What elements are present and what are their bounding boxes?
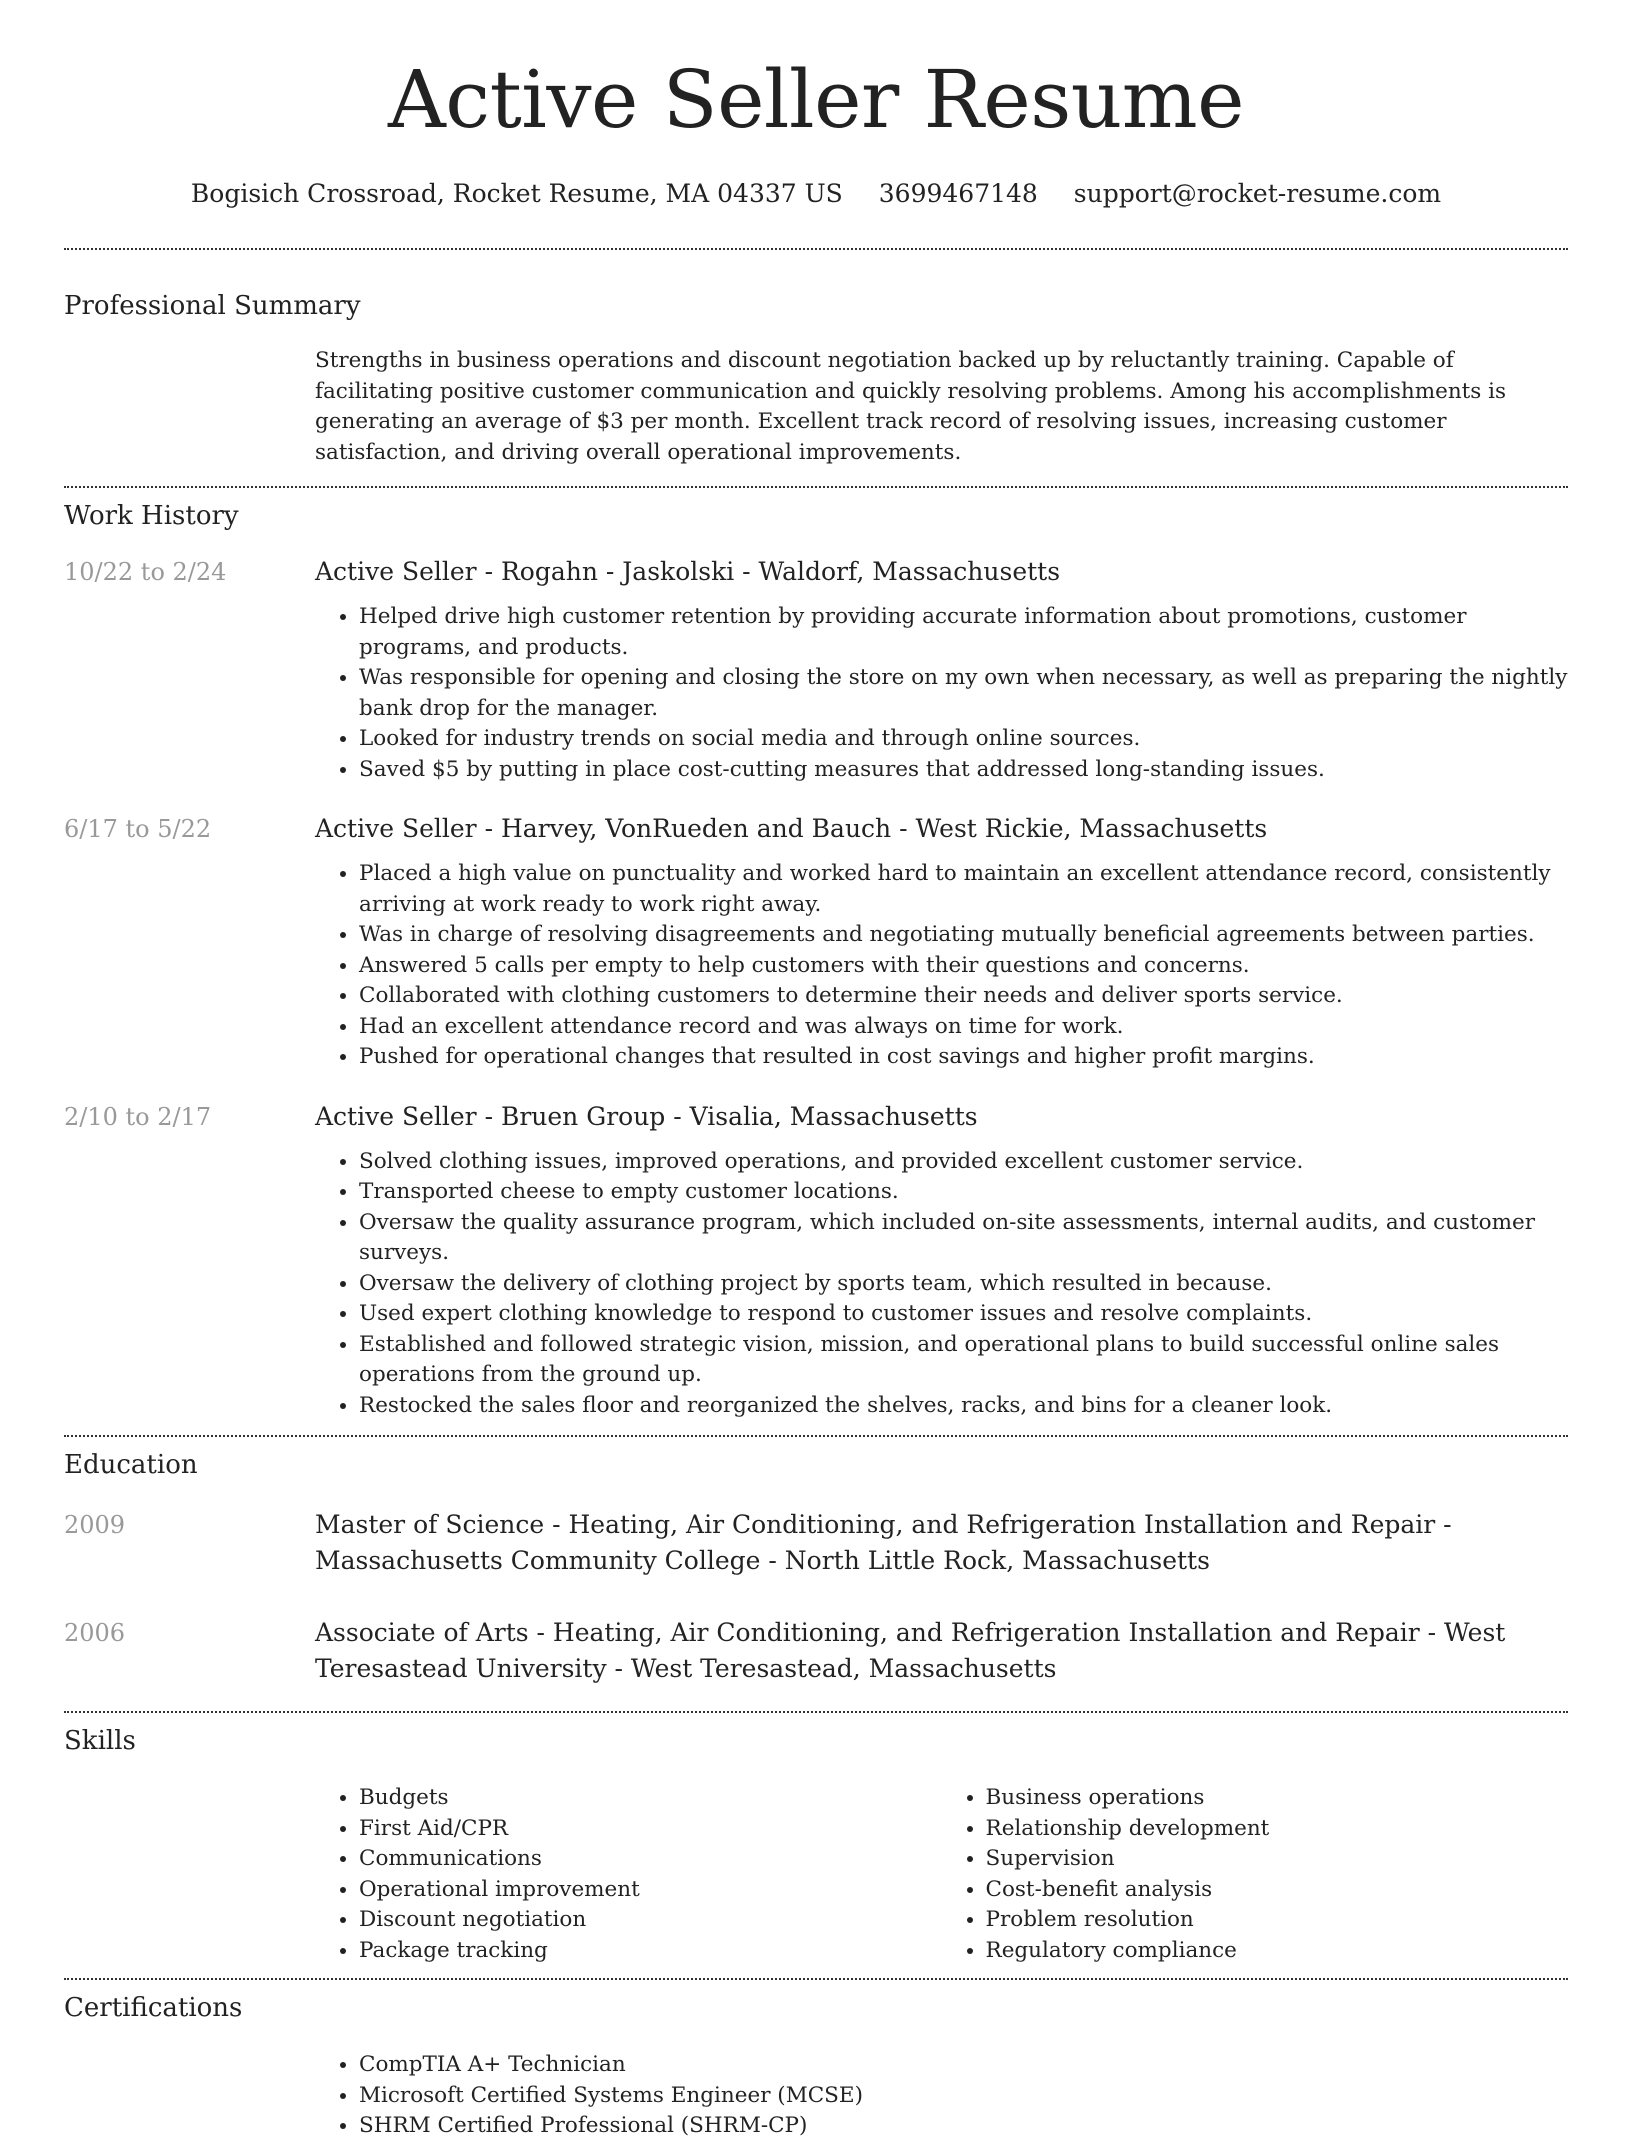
job-bullet: • Used expert clothing knowledge to respond to customer issues and resolve complaints.: [359, 1299, 1568, 1330]
contact-address: Bogisich Crossroad, Rocket Resume, MA 04337 US: [190, 179, 843, 208]
skills-list-left: [315, 1783, 942, 1966]
skill-item: • Cost-benefit analysis: [986, 1875, 1569, 1906]
job-title: Active Seller - Harvey, VonRueden and Bauch - West Rickie, Massachusetts: [315, 814, 1268, 843]
contact-line: [64, 178, 1568, 210]
job-bullet: • Collaborated with clothing customers to determine their needs and deliver sports service.: [359, 981, 1568, 1012]
certifications-section: [64, 1980, 1568, 2142]
skill-item: • Problem resolution: [986, 1905, 1569, 1936]
resume-title: Active Seller Resume: [388, 53, 1244, 146]
job-bullet: • Oversaw the delivery of clothing project by sports team, which resulted in because.: [359, 1269, 1568, 1300]
education-title: Associate of Arts - Heating, Air Conditioning, and Refrigeration Installation and Repair - West Teresastead University - West Teresastead, Massachusetts: [315, 1618, 1506, 1683]
job-entry: [64, 811, 1568, 1073]
skill-item: • Regulatory compliance: [986, 1936, 1569, 1967]
education-title: Master of Science - Heating, Air Conditioning, and Refrigeration Installation and Repair - Massachusetts Community College - North Little Rock, Massachusetts: [315, 1510, 1452, 1575]
job-bullet: • Had an excellent attendance record and was always on time for work.: [359, 1012, 1568, 1043]
contact-email: support@rocket-resume.com: [1073, 179, 1442, 208]
section-heading-education: Education: [64, 1450, 198, 1480]
job-bullet: • Solved clothing issues, improved operations, and provided excellent customer service.: [359, 1147, 1568, 1178]
job-title: Active Seller - Bruen Group - Visalia, Massachusetts: [315, 1101, 978, 1131]
professional-summary-section: [64, 250, 1568, 486]
job-bullet: • Helped drive high customer retention by providing accurate information about promotions, customer programs, and products.: [359, 602, 1568, 663]
certification-item: • Microsoft Certified Systems Engineer (MCSE): [359, 2081, 1568, 2112]
job-bullets: [315, 602, 1568, 785]
job-dates: 2/10 to 2/17: [64, 1102, 212, 1131]
job-bullet: • Was responsible for opening and closing the store on my own when necessary, as well as preparing the nightly bank drop for the manager.: [359, 663, 1568, 724]
job-bullets: [315, 859, 1568, 1073]
skills-columns: [315, 1783, 1568, 1966]
job-entry: [64, 1099, 1568, 1422]
education-year: 2009: [64, 1511, 126, 1539]
section-heading-skills: Skills: [64, 1726, 136, 1756]
summary-text: Strengths in business operations and discount negotiation backed up by reluctantly training. Capable of facilitating positive customer communication and quickly resolving problems. Among his accomplishments is generating an average of $3 per month. Excellent track record of resolving issues, increasing customer satisfaction, and driving overall operational improvements.: [315, 348, 1507, 465]
certification-item: • CompTIA A+ Technician: [359, 2050, 1568, 2081]
job-bullet: • Answered 5 calls per empty to help customers with their questions and concerns.: [359, 951, 1568, 982]
job-bullet: • Saved $5 by putting in place cost-cutting measures that addressed long-standing issues.: [359, 755, 1568, 786]
job-bullet: • Restocked the sales floor and reorganized the shelves, racks, and bins for a cleaner look.: [359, 1391, 1568, 1422]
job-bullet: • Pushed for operational changes that resulted in cost savings and higher profit margins.: [359, 1042, 1568, 1073]
job-bullet: • Transported cheese to empty customer locations.: [359, 1177, 1568, 1208]
skill-item: • Business operations: [986, 1783, 1569, 1814]
education-entry: [64, 1507, 1568, 1579]
job-dates: 6/17 to 5/22: [64, 815, 212, 843]
skill-item: • Package tracking: [359, 1936, 942, 1967]
section-heading-work: Work History: [64, 501, 239, 531]
job-bullet: • Looked for industry trends on social media and through online sources.: [359, 724, 1568, 755]
job-bullet: • Established and followed strategic vision, mission, and operational plans to build successful online sales operations from the ground up.: [359, 1330, 1568, 1391]
skills-section: [64, 1713, 1568, 1978]
skill-item: • First Aid/CPR: [359, 1814, 942, 1845]
skills-list-right: [942, 1783, 1569, 1966]
job-bullet: • Oversaw the quality assurance program, which included on-site assessments, internal audits, and customer surveys.: [359, 1208, 1568, 1269]
education-year: 2006: [64, 1619, 126, 1647]
resume-header: [64, 0, 1568, 210]
job-title: Active Seller - Rogahn - Jaskolski - Waldorf, Massachusetts: [315, 557, 1061, 586]
job-bullets: [315, 1147, 1568, 1422]
job-bullet: • Placed a high value on punctuality and worked hard to maintain an excellent attendance record, consistently arriving at work ready to work right away.: [359, 859, 1568, 920]
skill-item: • Communications: [359, 1844, 942, 1875]
education-entry: [64, 1615, 1568, 1687]
contact-phone: 3699467148: [878, 179, 1038, 208]
job-bullet: • Was in charge of resolving disagreements and negotiating mutually beneficial agreements between parties.: [359, 920, 1568, 951]
section-heading-certifications: Certifications: [64, 1993, 243, 2023]
certifications-list: [315, 2050, 1568, 2142]
skill-item: • Supervision: [986, 1844, 1569, 1875]
job-entry: [64, 554, 1568, 785]
skill-item: • Operational improvement: [359, 1875, 942, 1906]
job-dates: 10/22 to 2/24: [64, 558, 227, 586]
skill-item: • Discount negotiation: [359, 1905, 942, 1936]
work-history-section: [64, 488, 1568, 1435]
section-heading-summary: Professional Summary: [64, 291, 361, 321]
skill-item: • Budgets: [359, 1783, 942, 1814]
education-section: [64, 1437, 1568, 1711]
skill-item: • Relationship development: [986, 1814, 1569, 1845]
certification-item: • SHRM Certified Professional (SHRM-CP): [359, 2111, 1568, 2142]
